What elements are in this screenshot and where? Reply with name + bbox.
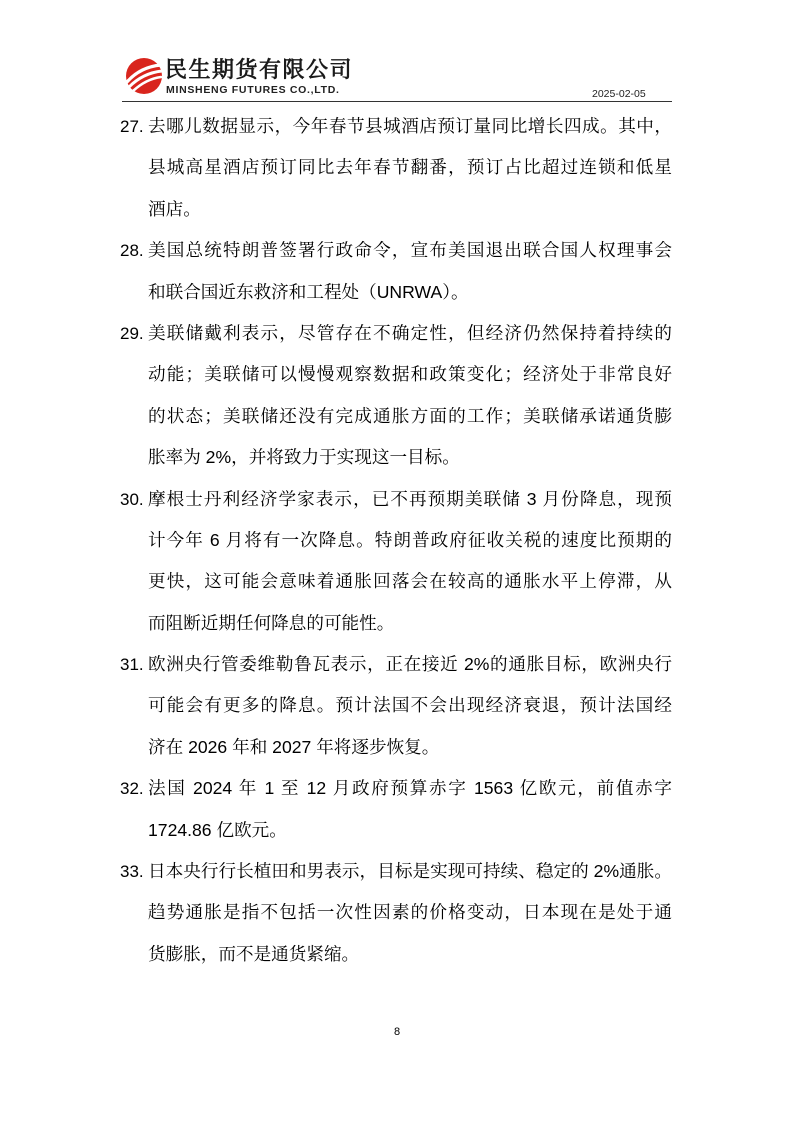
- item-line: 1724.86 亿欧元。: [148, 819, 287, 840]
- item-line: 美国总统特朗普签署行政命令，宣布美国退出联合国人权理事会: [148, 240, 672, 261]
- item-line: 济在 2026 年和 2027 年将逐步恢复。: [148, 736, 440, 757]
- item-text: [148, 230, 672, 313]
- company-name-cn: 民生期货有限公司: [165, 57, 354, 82]
- item-line: 日本央行行长植田和男表示，目标是实现可持续、稳定的 2%通胀。: [148, 861, 672, 882]
- item-line: 而阻断近期任何降息的可能性。: [148, 612, 395, 633]
- header-divider: [122, 101, 672, 102]
- minsheng-logo-icon: [124, 56, 164, 96]
- item-line: 更快，这可能会意味着通胀回落会在较高的通胀水平上停滞，从: [148, 571, 672, 592]
- item-line: 趋势通胀是指不包括一次性因素的价格变动，日本现在是处于通: [148, 902, 672, 923]
- item-number: 32.: [120, 779, 144, 799]
- item-line: 货膨胀，而不是通货紧缩。: [148, 943, 360, 964]
- item-text: [148, 106, 672, 230]
- item-number: 30.: [120, 489, 144, 509]
- item-line: 胀率为 2%，并将致力于实现这一目标。: [148, 447, 460, 468]
- news-item: [120, 313, 672, 479]
- item-line: 去哪儿数据显示，今年春节县城酒店预订量同比增长四成。其中，: [148, 116, 672, 136]
- news-item: [120, 479, 672, 645]
- item-line: 的状态；美联储还没有完成通胀方面的工作；美联储承诺通货膨: [148, 405, 672, 426]
- company-name-en: MINSHENG FUTURES CO.,LTD.: [166, 84, 340, 96]
- news-item: [120, 644, 672, 768]
- report-date: 2025-02-05: [592, 88, 646, 100]
- item-text: [148, 313, 672, 479]
- news-list: [120, 106, 672, 975]
- item-text: [148, 644, 672, 768]
- item-line: 动能；美联储可以慢慢观察数据和政策变化；经济处于非常良好: [148, 364, 672, 385]
- item-line: 和联合国近东救济和工程处（UNRWA）。: [148, 281, 469, 302]
- item-number: 33.: [120, 862, 144, 882]
- news-item: [120, 106, 672, 230]
- item-line: 摩根士丹利经济学家表示，已不再预期美联储 3 月份降息，现预: [148, 488, 672, 509]
- news-item: [120, 851, 672, 975]
- item-line: 县城高星酒店预订同比去年春节翻番，预订占比超过连锁和低星: [148, 157, 672, 178]
- item-line: 计今年 6 月将有一次降息。特朗普政府征收关税的速度比预期的: [148, 529, 672, 550]
- item-number: 29.: [120, 323, 144, 343]
- item-line: 酒店。: [148, 198, 201, 219]
- item-number: 27.: [120, 117, 144, 136]
- page-number: 8: [393, 1026, 401, 1038]
- item-text: [148, 851, 672, 975]
- item-text: [148, 768, 672, 851]
- item-line: 法国 2024 年 1 至 12 月政府预算赤字 1563 亿欧元，前值赤字: [148, 778, 672, 799]
- item-line: 美联储戴利表示，尽管存在不确定性，但经济仍然保持着持续的: [148, 322, 672, 343]
- item-text: [148, 479, 672, 645]
- news-item: [120, 230, 672, 313]
- item-number: 31.: [120, 655, 144, 675]
- news-item: [120, 768, 672, 851]
- item-line: 可能会有更多的降息。预计法国不会出现经济衰退，预计法国经: [148, 695, 672, 716]
- item-number: 28.: [120, 241, 144, 261]
- item-line: 欧洲央行管委维勒鲁瓦表示，正在接近 2%的通胀目标，欧洲央行: [148, 654, 672, 675]
